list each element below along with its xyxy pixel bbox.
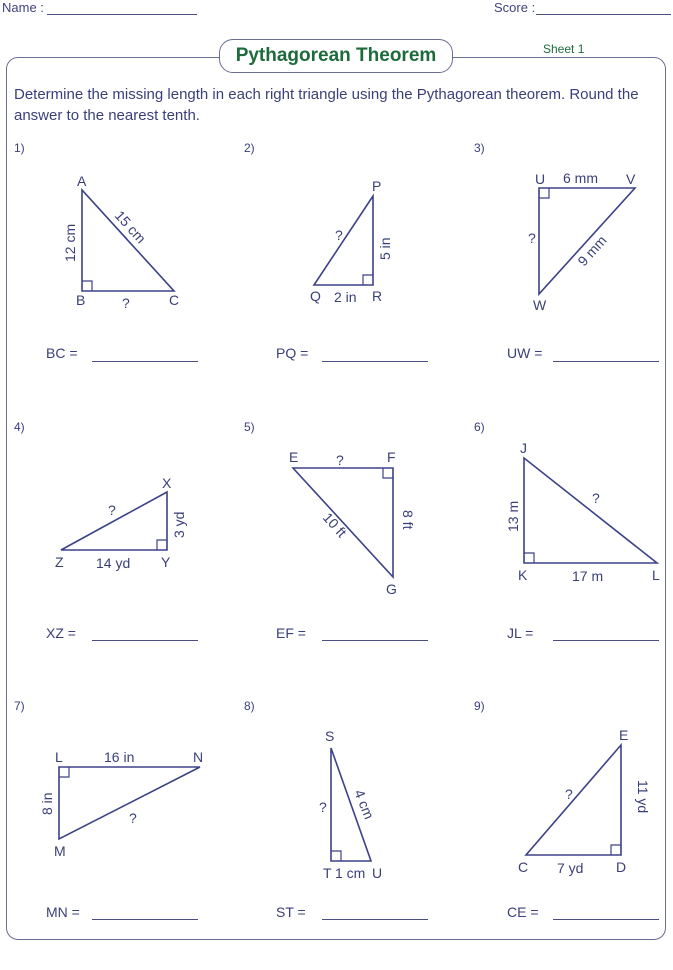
vertex-label: A <box>77 173 87 189</box>
triangle-2 <box>310 178 393 305</box>
vertex-label: M <box>54 843 66 859</box>
vertex-label: D <box>616 859 627 875</box>
side-label: 14 yd <box>96 555 131 571</box>
vertex-label: U <box>372 865 383 881</box>
side-label: 9 mm <box>574 232 610 270</box>
answer-label: CE = <box>507 904 539 920</box>
vertex-label: J <box>520 440 527 456</box>
answer-label: JL = <box>507 625 534 641</box>
vertex-label: L <box>55 749 63 765</box>
side-label: ? <box>129 810 137 826</box>
triangle-6 <box>505 440 660 584</box>
side-label: 15 cm <box>111 207 150 247</box>
vertex-label: K <box>518 567 528 583</box>
triangle-8 <box>319 728 382 881</box>
answer-label: PQ = <box>276 345 309 361</box>
problem-number: 6) <box>474 420 485 434</box>
vertex-label: Q <box>310 288 321 304</box>
problem-number: 8) <box>244 699 255 713</box>
side-label: 10 ft <box>319 509 350 541</box>
problem-number: 1) <box>14 141 25 155</box>
triangle-7 <box>39 749 203 859</box>
side-label: 17 m <box>572 568 604 584</box>
triangle-1 <box>62 173 179 311</box>
answer-label: EF = <box>276 625 306 641</box>
side-label: ? <box>108 502 116 518</box>
vertex-label: R <box>372 288 383 304</box>
answer-input-line[interactable] <box>322 361 428 362</box>
title-text: Pythagorean Theorem <box>235 45 437 66</box>
problem-number: 2) <box>244 141 255 155</box>
instructions: Determine the missing length in each right triangle using the Pythagorean theorem. Round the answer to the nearest tenth. <box>14 86 639 124</box>
vertex-label: E <box>619 727 629 743</box>
side-label: 8 ft <box>400 510 416 530</box>
vertex-label: W <box>533 297 547 313</box>
vertex-label: E <box>289 449 299 465</box>
side-label: 11 yd <box>635 780 651 814</box>
answer-label: BC = <box>46 345 78 361</box>
vertex-label: N <box>193 749 204 765</box>
answer-label: UW = <box>507 345 543 361</box>
sheet-label: Sheet 1 <box>543 42 585 56</box>
side-label: 3 yd <box>171 511 187 538</box>
side-label: 1 cm <box>335 865 366 881</box>
vertex-label: L <box>652 567 660 583</box>
side-label: 5 in <box>377 237 393 260</box>
answer-label: ST = <box>276 904 306 920</box>
side-label: ? <box>336 452 344 468</box>
vertex-label: Y <box>161 554 171 570</box>
answer-input-line[interactable] <box>553 640 659 641</box>
answer-label: XZ = <box>46 625 76 641</box>
vertex-label: G <box>386 581 397 597</box>
score-label: Score : <box>494 0 536 15</box>
triangle-5 <box>289 449 416 597</box>
problem-number: 3) <box>474 141 485 155</box>
side-label: 13 m <box>505 500 521 532</box>
answer-input-line[interactable] <box>92 640 198 641</box>
vertex-label: B <box>76 292 86 308</box>
vertex-label: V <box>626 171 636 187</box>
problem-number: 5) <box>244 420 255 434</box>
vertex-label: T <box>323 865 332 881</box>
vertex-label: C <box>518 859 529 875</box>
answer-input-line[interactable] <box>322 640 428 641</box>
side-label: ? <box>592 490 600 506</box>
vertex-label: P <box>372 178 382 194</box>
side-label: 12 cm <box>62 223 78 262</box>
name-label: Name : <box>2 0 44 15</box>
vertex-label: Z <box>55 554 64 570</box>
vertex-label: C <box>169 292 180 308</box>
vertex-label: U <box>535 171 546 187</box>
side-label: ? <box>528 230 536 246</box>
side-label: ? <box>565 786 573 802</box>
side-label: 16 in <box>104 749 135 765</box>
answer-input-line[interactable] <box>322 919 428 920</box>
problem-number: 4) <box>14 420 25 434</box>
problem-number: 9) <box>474 699 485 713</box>
problem-number: 7) <box>14 699 25 713</box>
side-label: 2 in <box>334 289 357 305</box>
side-label: 6 mm <box>563 170 598 186</box>
triangle-3 <box>528 170 636 313</box>
side-label: 8 in <box>39 792 55 815</box>
side-label: ? <box>122 295 130 311</box>
triangle-9 <box>518 727 651 876</box>
vertex-label: S <box>325 728 335 744</box>
side-label: 4 cm <box>351 787 378 822</box>
answer-input-line[interactable] <box>553 361 659 362</box>
vertex-label: X <box>162 475 172 491</box>
answer-input-line[interactable] <box>92 361 198 362</box>
answer-input-line[interactable] <box>92 919 198 920</box>
triangle-4 <box>55 475 187 571</box>
side-label: ? <box>319 799 327 815</box>
vertex-label: F <box>387 449 396 465</box>
side-label: ? <box>335 227 343 243</box>
answer-label: MN = <box>46 904 80 920</box>
answer-input-line[interactable] <box>553 919 659 920</box>
side-label: 7 yd <box>557 860 584 876</box>
